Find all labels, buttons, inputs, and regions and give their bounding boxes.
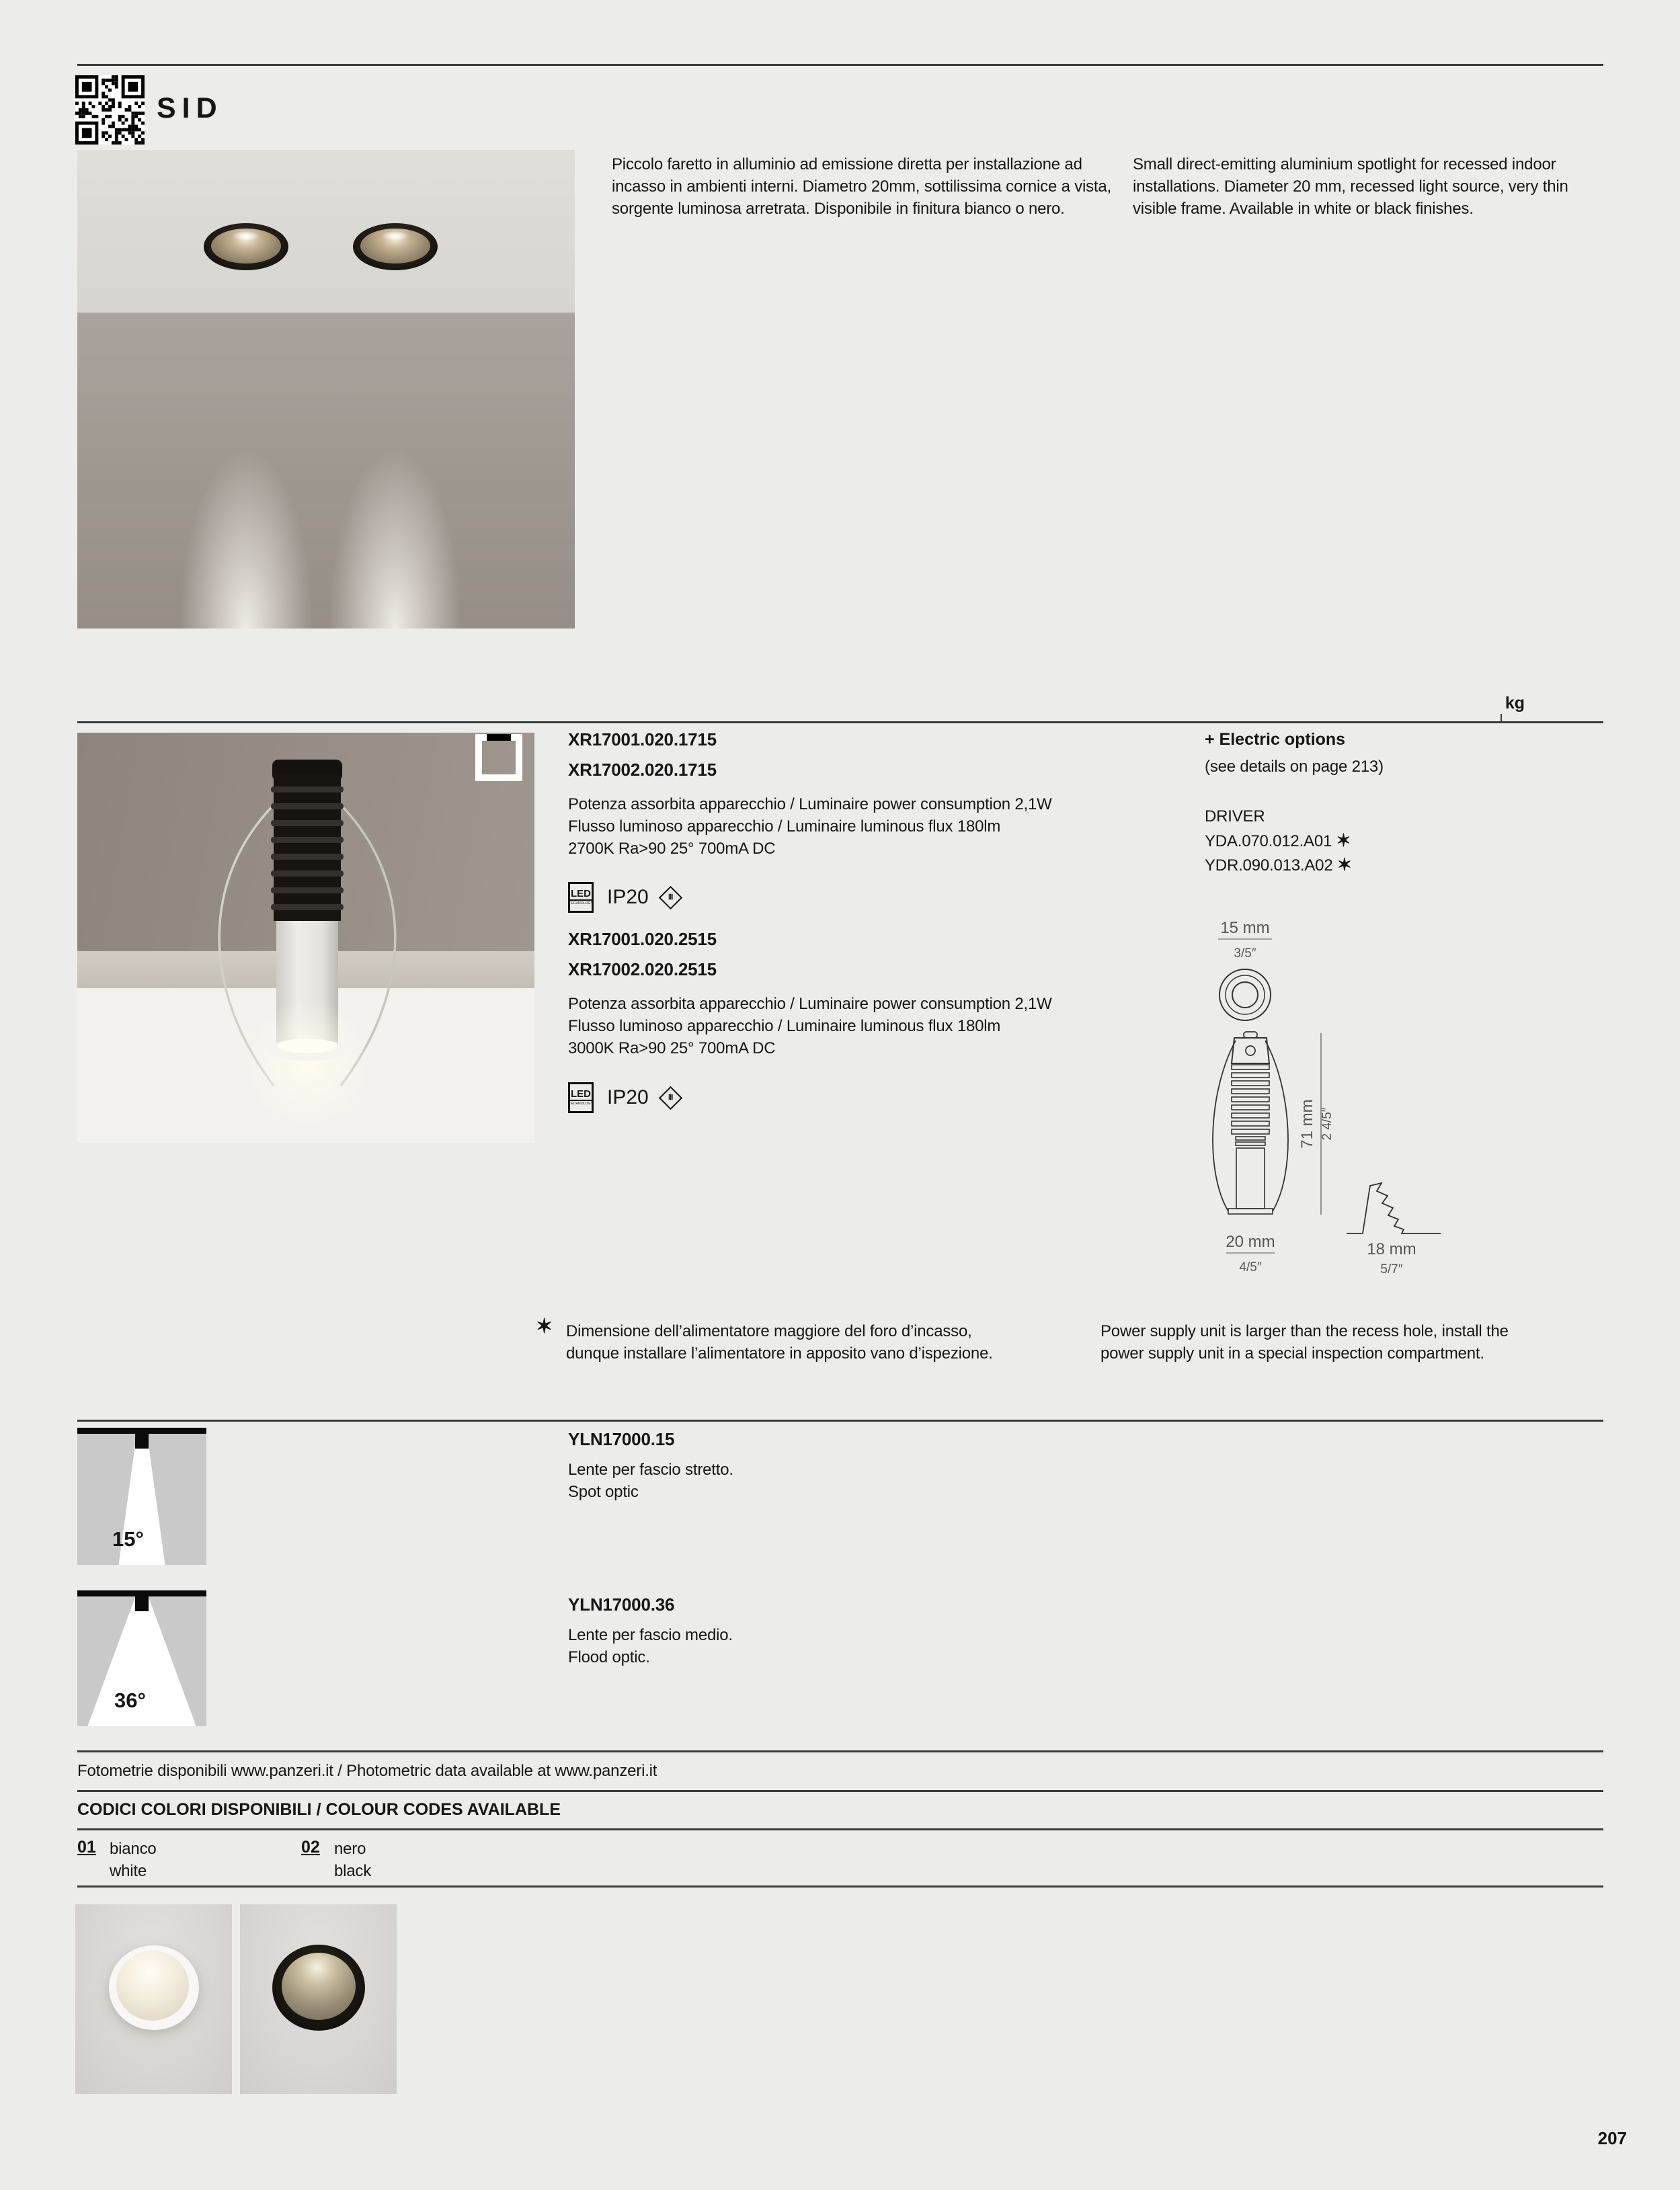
hero-spotlight-right [353, 223, 438, 270]
lens-code: YLN17000.36 [568, 1594, 675, 1615]
driver-code [1205, 829, 1351, 852]
electric-options-subtitle: (see details on page 213) [1205, 758, 1384, 776]
beam-angle-label: 15° [112, 1527, 144, 1551]
led-badge-subtext: TECHNOLOGY [569, 901, 593, 905]
beam-diagram-15 [77, 1428, 206, 1565]
hero-spotlight-right-lens [360, 229, 430, 263]
svg-text:5/7″: 5/7″ [1380, 1262, 1403, 1276]
footer-rule-4 [77, 1885, 1603, 1888]
led-technology-icon [568, 1082, 594, 1113]
led-badge-subtext: TECHNOLOGY [569, 1102, 593, 1106]
certification-row [568, 1082, 679, 1113]
hero-photo [77, 150, 575, 628]
hero-spotlight-left-glow [233, 231, 258, 241]
product-code: XR17001.020.2515 [568, 929, 717, 949]
technical-drawing [1197, 909, 1466, 1285]
colour-code-number: 01 [77, 1838, 96, 1857]
spec-line: 2700K Ra>90 25° 700mA DC [568, 840, 776, 858]
hero-spotlight-left [204, 223, 288, 270]
ip-rating: IP20 [607, 1086, 649, 1108]
driver-label: DRIVER [1205, 807, 1265, 825]
colour-name-italian: nero [334, 1840, 366, 1858]
product-lamp-illustration [77, 733, 534, 1143]
protection-class-icon [659, 885, 682, 909]
lens-desc-italian: Lente per fascio medio. [568, 1626, 733, 1644]
svg-text:15 mm: 15 mm [1220, 919, 1270, 937]
note-english-line1: Power supply unit is larger than the recess hole, install the [1101, 1322, 1509, 1340]
colour-name-english: white [110, 1862, 147, 1880]
protection-class-icon [659, 1086, 682, 1109]
svg-text:18 mm: 18 mm [1367, 1240, 1416, 1258]
svg-text:20 mm: 20 mm [1226, 1233, 1275, 1251]
spec-line: 3000K Ra>90 25° 700mA DC [568, 1039, 776, 1057]
ip-rating: IP20 [607, 886, 649, 908]
lens-code: YLN17000.15 [568, 1429, 675, 1449]
colour-name-italian: bianco [110, 1840, 157, 1858]
svg-text:71 mm: 71 mm [1298, 1099, 1316, 1149]
product-code: XR17002.020.2515 [568, 959, 717, 979]
qr-code-icon [75, 75, 145, 145]
colour-code-number: 02 [301, 1838, 320, 1857]
protection-class-symbol: Ⅲ [668, 1093, 674, 1102]
page-number: 207 [1597, 2128, 1627, 2148]
colour-codes-title: CODICI COLORI DISPONIBILI / COLOUR CODES AVAILABLE [77, 1800, 561, 1819]
product-code: XR17002.020.1715 [568, 760, 717, 780]
certification-row [568, 882, 679, 913]
asterisk-icon: ✶ [536, 1315, 553, 1338]
spec-line: Flusso luminoso apparecchio / Luminaire luminous flux 180lm [568, 817, 1001, 836]
recessed-mount-icon-bar [487, 734, 511, 741]
black-spotlight-lens [282, 1953, 356, 2020]
white-spotlight-lens [116, 1951, 189, 2021]
driver-code-text: YDR.090.013.A02 [1205, 856, 1333, 875]
electric-options-title: + Electric options [1205, 730, 1346, 749]
swatch-photo-black [240, 1904, 397, 2094]
driver-code-text: YDA.070.012.A01 [1205, 832, 1332, 850]
beam-ceiling-bar [77, 1428, 206, 1434]
beam-ceiling-bar [77, 1590, 206, 1596]
lens-desc-english: Spot optic [568, 1483, 639, 1501]
svg-text:4/5″: 4/5″ [1239, 1260, 1262, 1274]
kg-column-header: kg [1505, 694, 1525, 713]
lens-desc-english: Flood optic. [568, 1648, 650, 1666]
beam-angle-label: 36° [114, 1689, 146, 1712]
driver-code [1205, 854, 1352, 877]
lens-section-rule [77, 1420, 1603, 1422]
beam-fixture-nub [135, 1434, 149, 1449]
product-photo [77, 733, 534, 1143]
colour-name-english: black [334, 1862, 372, 1880]
svg-text:2 4/5″: 2 4/5″ [1320, 1107, 1334, 1141]
note-english-line2: power supply unit in a special inspection compartment. [1101, 1344, 1484, 1363]
footer-rule-2 [77, 1790, 1603, 1792]
black-spotlight [272, 1945, 365, 2031]
swatch-photo-white [75, 1904, 232, 2094]
svg-text:3/5″: 3/5″ [1234, 946, 1256, 961]
hero-wall [77, 313, 575, 628]
led-technology-icon [568, 882, 594, 913]
led-badge-text: LED [571, 888, 591, 899]
white-spotlight [109, 1945, 199, 2030]
header-rule [77, 64, 1603, 66]
product-code: XR17001.020.1715 [568, 729, 717, 749]
beam-diagram-36 [77, 1590, 206, 1726]
intro-text-english: Small direct-emitting aluminium spotlight for recessed indoor installations. Diameter 20 mm, recessed light source, very thin visible frame. Available in white or black finishes. [1133, 155, 1568, 218]
hero-spotlight-left-lens [211, 229, 281, 263]
spec-line: Potenza assorbita apparecchio / Luminaire power consumption 2,1W [568, 795, 1052, 813]
hero-ceiling [77, 150, 575, 313]
recessed-mount-icon [475, 734, 522, 781]
note-italian-line2: dunque installare l’alimentatore in apposito vano d’ispezione. [566, 1344, 993, 1363]
table-rule [77, 721, 1603, 723]
spec-line: Potenza assorbita apparecchio / Luminaire power consumption 2,1W [568, 995, 1052, 1013]
photometry-note: Fotometrie disponibili www.panzeri.it / Photometric data available at www.panzeri.it [77, 1762, 657, 1780]
asterisk-icon: ✶ [1336, 854, 1352, 875]
kg-column-tick [1501, 714, 1502, 721]
spec-line: Flusso luminoso apparecchio / Luminaire luminous flux 180lm [568, 1017, 1001, 1035]
beam-fixture-nub [135, 1596, 149, 1611]
page-title: SID [157, 92, 223, 124]
asterisk-icon: ✶ [1336, 830, 1351, 850]
hero-spotlight-right-glow [383, 231, 407, 241]
footer-rule-3 [77, 1828, 1603, 1830]
intro-text-italian: Piccolo faretto in alluminio ad emissione diretta per installazione ad incasso in ambienti interni. Diametro 20mm, sottilissima cornice a vista, sorgente luminosa arretrata. Disponibile in finitura bianco o nero. [612, 155, 1112, 218]
lens-desc-italian: Lente per fascio stretto. [568, 1461, 733, 1479]
led-badge-text: LED [571, 1088, 591, 1100]
footer-rule-1 [77, 1750, 1603, 1752]
note-italian-line1: Dimensione dell’alimentatore maggiore del foro d’incasso, [566, 1322, 972, 1340]
protection-class-symbol: Ⅲ [668, 893, 674, 901]
